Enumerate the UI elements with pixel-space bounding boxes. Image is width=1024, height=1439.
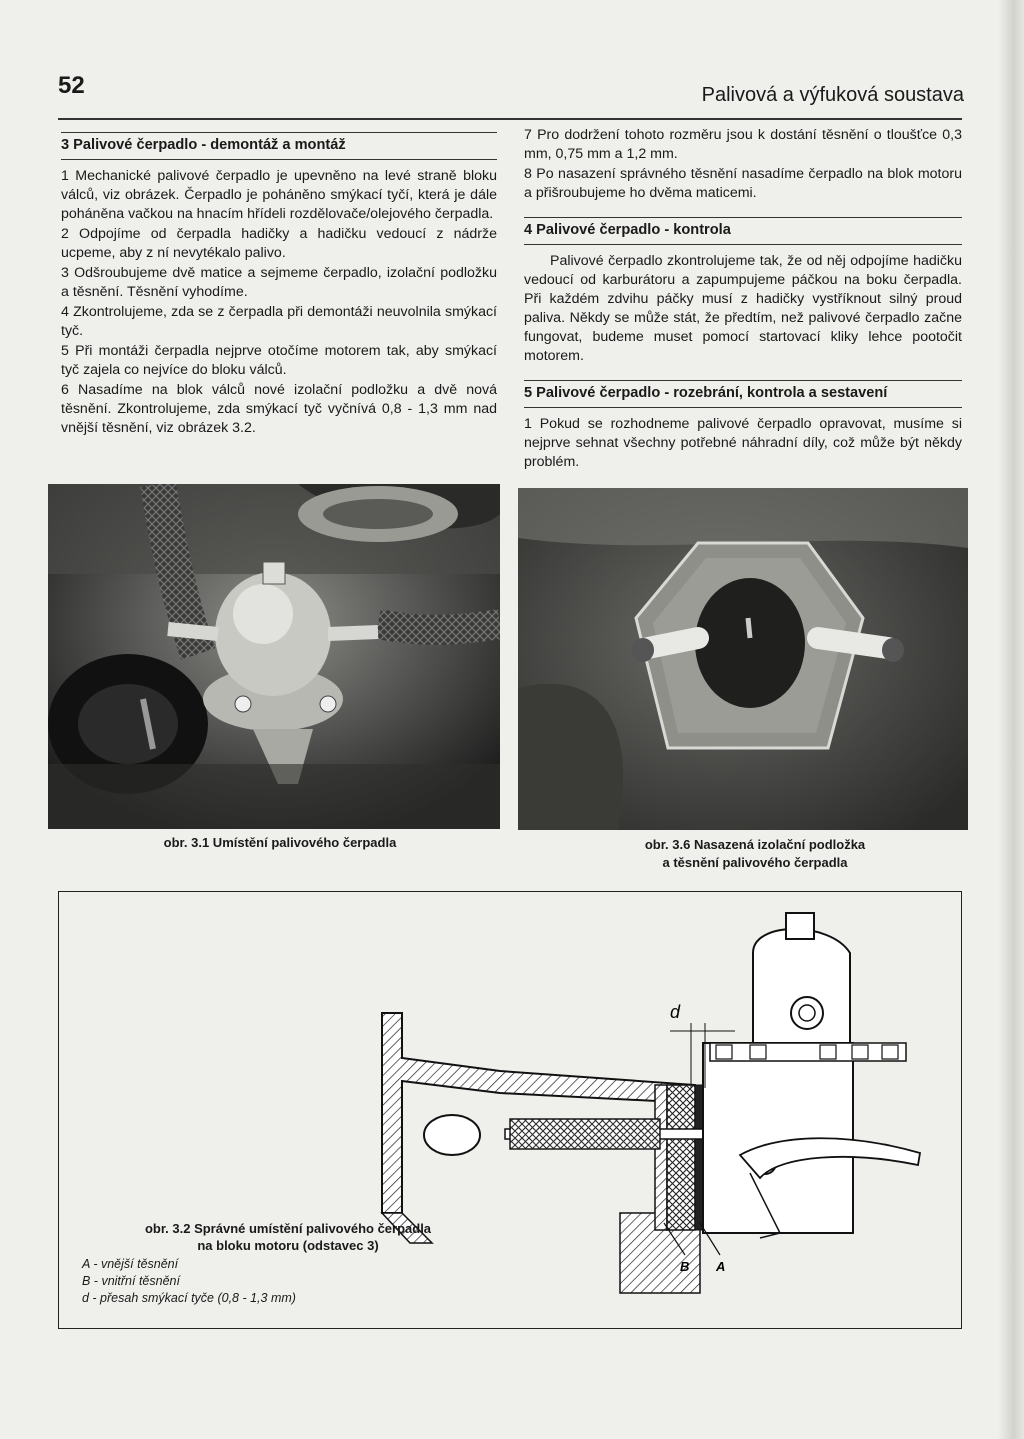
legend-item-d: d - přesah smýkací tyče (0,8 - 1,3 mm) [82, 1291, 296, 1305]
header-rule [58, 118, 962, 120]
section-3-heading: 3 Palivové čerpadlo - demontáž a montáž [61, 132, 497, 160]
figure-3-6-caption [600, 836, 910, 872]
section-3-paragraph: 1 Mechanické palivové čerpadlo je upevněno na levé straně bloku válců, viz obrázek. Čerpadlo je poháněno smýkací tyčí, která je dále poháněna vačkou na hnacím hřídeli rozdělovače/olejového čerpadla. [61, 168, 497, 222]
photo-fuel-pump-location [48, 484, 500, 829]
figure-3-2-legend [82, 1256, 296, 1307]
section-4-paragraph: Palivové čerpadlo zkontrolujeme tak, že od něj odpojíme hadičku vedoucí od karburátoru a zapumpujeme páčkou na boku čerpadla. Při každém zdvihu páčky musí z hadičky vystříknout silný proud paliva. Někdy se může stát, že předtím, než palivové čerpadlo začne fungovat, budeme muset pomocí startovací kliky lehce pootočit motorem. [524, 253, 962, 364]
section-3-paragraph: 3 Odšroubujeme dvě matice a sejmeme čerpadlo, izolační podložku a těsnění. Těsnění vyhodíme. [61, 265, 497, 300]
label-d: d [670, 1002, 681, 1022]
chapter-title: Palivová a výfuková soustava [701, 84, 964, 106]
figure-3-2-caption [128, 1220, 448, 1254]
figure-3-1-caption: obr. 3.1 Umístění palivového čerpadla [163, 835, 397, 850]
figure-3-6-caption-line2: a těsnění palivového čerpadla [662, 855, 848, 870]
page-number: 52 [58, 72, 85, 99]
section-5-paragraph: 1 Pokud se rozhodneme palivové čerpadlo opravovat, musíme si nejprve sehnat všechny potřebné náhradní díly, což může být někdy problém. [524, 416, 962, 470]
legend-item-b: B - vnitřní těsnění [82, 1274, 180, 1288]
section-3-paragraph: 2 Odpojíme od čerpadla hadičky a hadičku vedoucí z nádrže ucpeme, aby z ní nevytékalo palivo. [61, 226, 497, 261]
photo-pump-gasket [518, 488, 968, 830]
figure-3-2-caption-line2: na bloku motoru (odstavec 3) [197, 1238, 379, 1253]
left-column [61, 132, 497, 439]
figure-3-2-caption-line1: obr. 3.2 Správné umístění palivového čerpadla [144, 1221, 432, 1236]
section-3-paragraph: 6 Nasadíme na blok válců nové izolační podložku a dvě nová těsnění. Zkontrolujeme, zda smýkací tyč vyčnívá 0,8 - 1,3 mm nad vnější těsnění, viz obrázek 3.2. [61, 382, 497, 436]
legend-item-a: A - vnější těsnění [82, 1257, 179, 1271]
section-4-heading: 4 Palivové čerpadlo - kontrola [524, 217, 962, 245]
page-edge-shadow [998, 0, 1024, 1439]
right-column [524, 126, 962, 473]
label-b: B [680, 1259, 690, 1274]
figure-3-6-caption-line1: obr. 3.6 Nasazená izolační podložka [644, 837, 866, 852]
label-a: A [716, 1259, 726, 1274]
section-5-heading: 5 Palivové čerpadlo - rozebrání, kontrola a sestavení [524, 380, 962, 408]
section-3-paragraph: 5 Při montáži čerpadla nejprve otočíme motorem tak, aby smýkací tyč zajela co nejvíce do bloku válců. [61, 343, 497, 378]
section-3-continued-paragraph: 8 Po nasazení správného těsnění nasadíme čerpadlo na blok motoru a přišroubujeme ho dvěma maticemi. [524, 166, 962, 201]
section-3-continued-paragraph: 7 Pro dodržení tohoto rozměru jsou k dostání těsnění o tloušťce 0,3 mm, 0,75 mm a 1,2 mm. [524, 127, 962, 162]
section-3-paragraph: 4 Zkontrolujeme, zda se z čerpadla při demontáži neuvolnila smýkací tyč. [61, 304, 497, 339]
